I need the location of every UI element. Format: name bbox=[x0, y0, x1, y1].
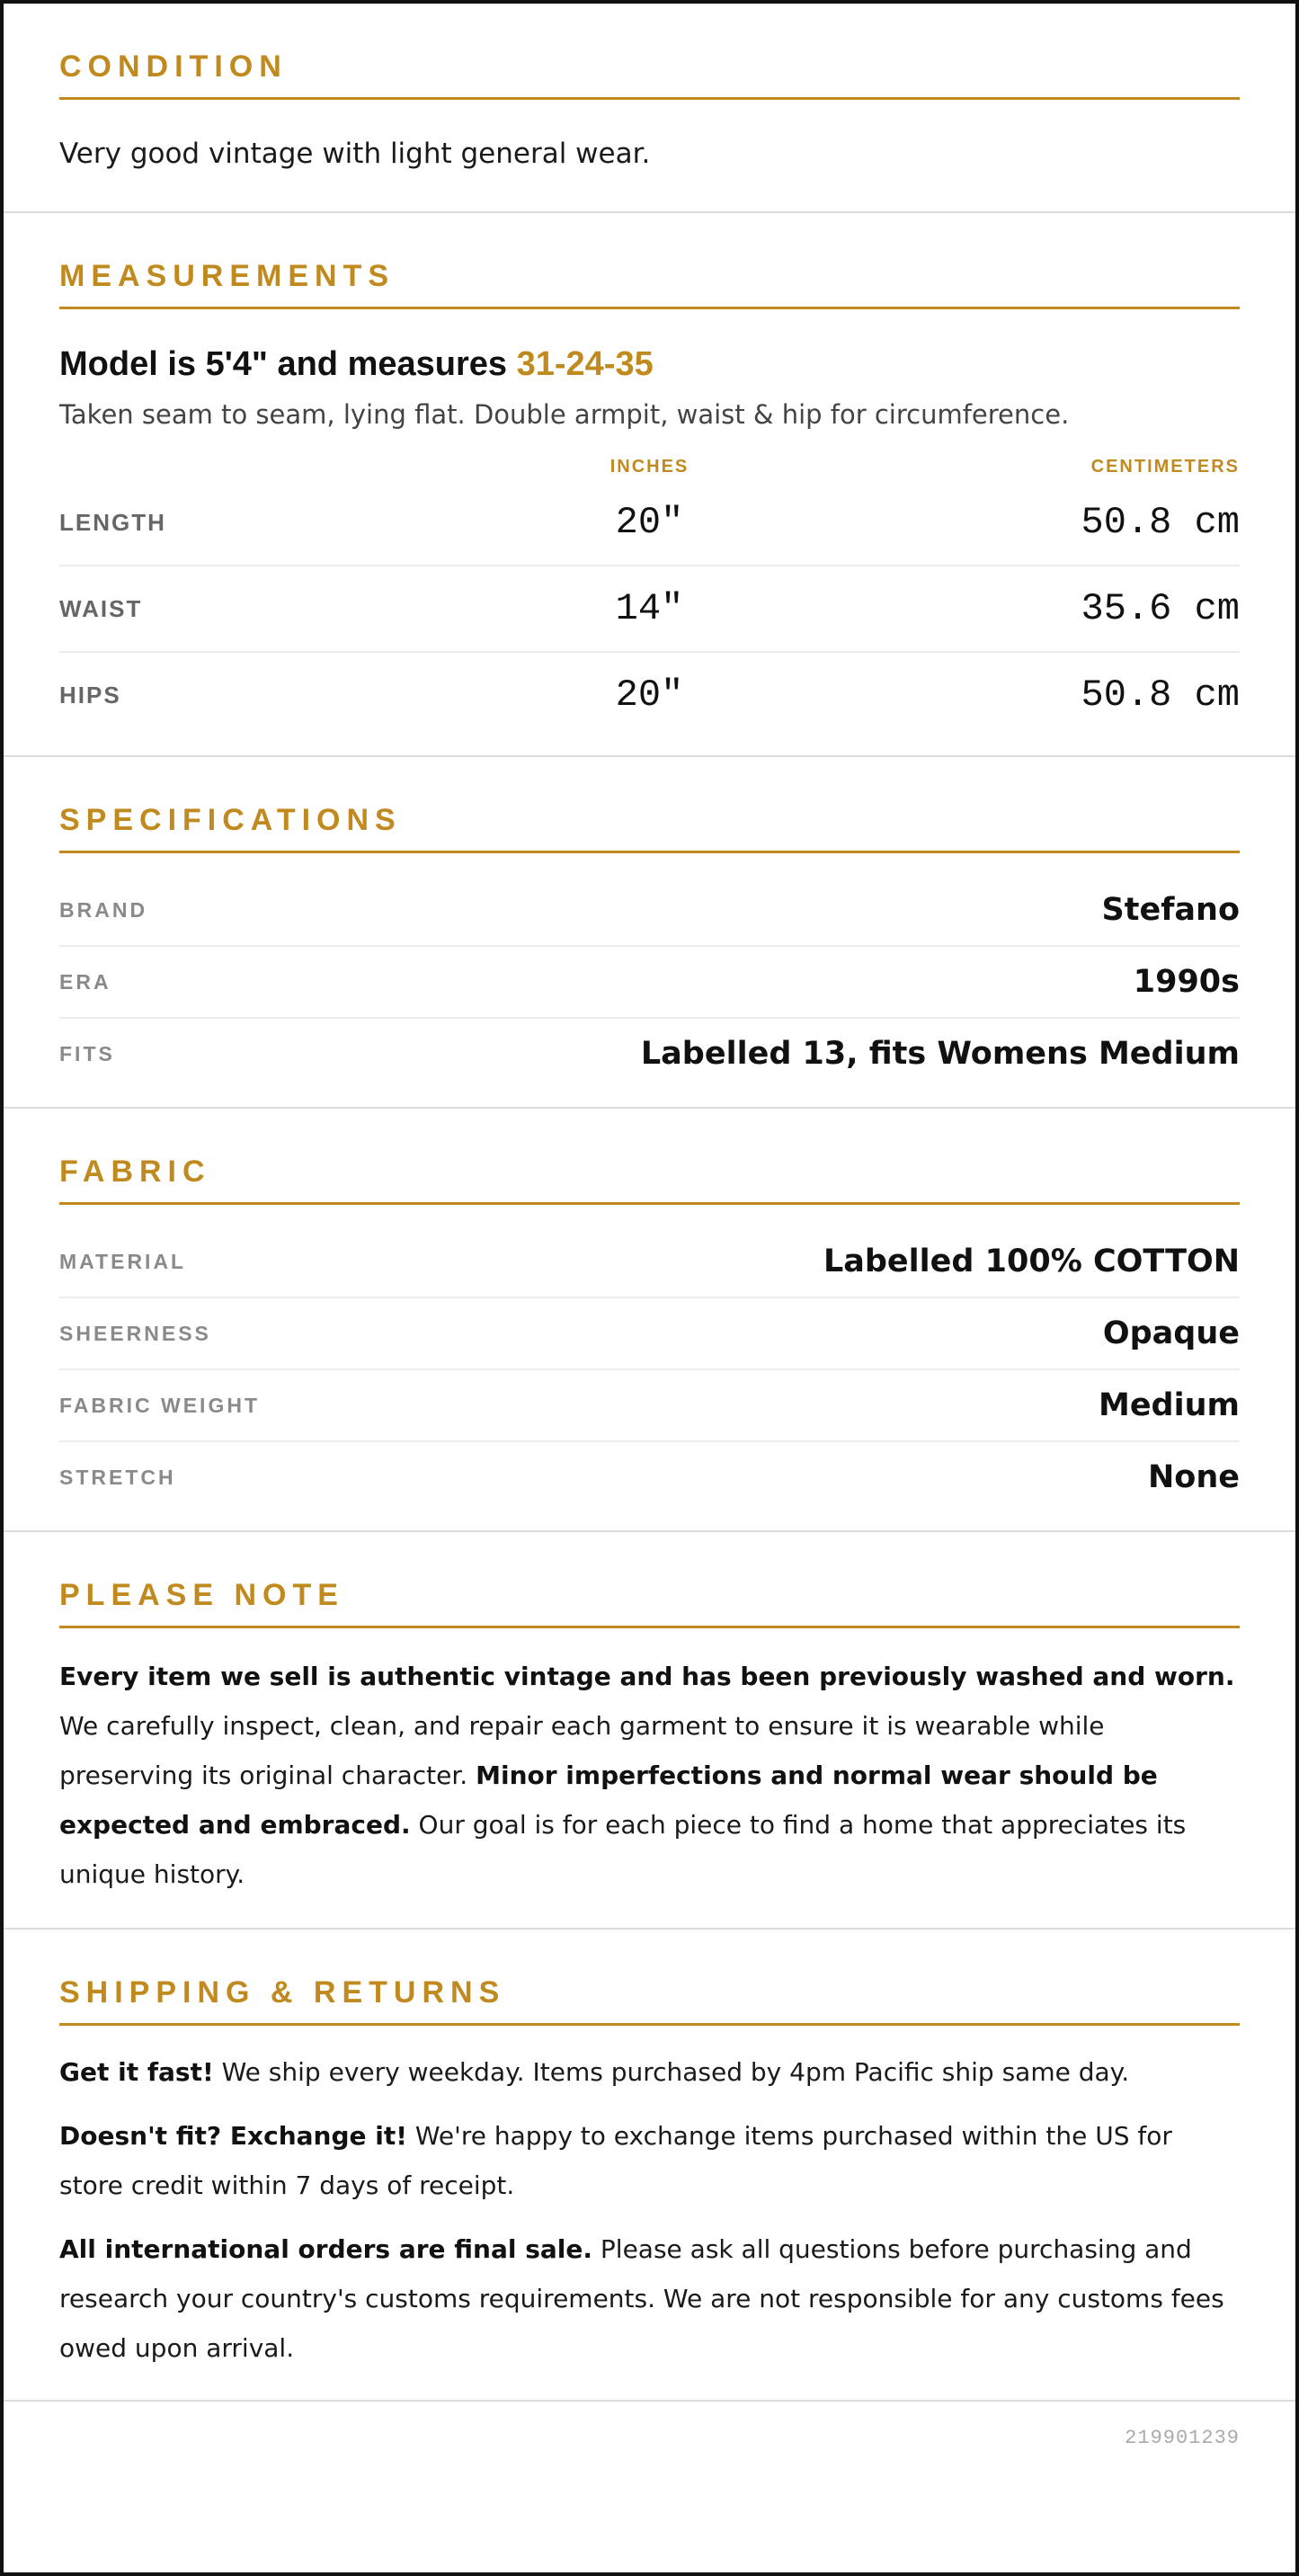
spec-row-brand bbox=[59, 875, 1240, 947]
fabric-row-weight bbox=[59, 1370, 1240, 1442]
spec-value: Stefano bbox=[1101, 892, 1240, 928]
shipping-text-3: Please ask all questions before purchasing and research your country's customs requirements. We are not responsible for any customs fees owed upon arrival. bbox=[59, 2234, 1224, 2363]
measurement-row-waist bbox=[59, 566, 1240, 653]
fabric-row-sheerness bbox=[59, 1298, 1240, 1370]
fabric-value: Labelled 100% COTTON bbox=[823, 1243, 1240, 1279]
fabric-value: Opaque bbox=[1102, 1315, 1240, 1351]
note-text-1: We carefully inspect, clean, and repair each garment to ensure it is wearable while preserving its original character. bbox=[59, 1711, 1105, 1790]
measurements-table bbox=[59, 453, 1240, 755]
spec-row-era bbox=[59, 947, 1240, 1019]
note-bold-2: Minor imperfections and normal wear should be expected and embraced. bbox=[59, 1760, 1158, 1840]
measurement-note: Taken seam to seam, lying flat. Double armpit, waist & hip for circumference. bbox=[59, 399, 1070, 430]
fabric-section bbox=[4, 1109, 1295, 1532]
header-centimeters: CENTIMETERS bbox=[1090, 456, 1240, 477]
specifications-title: SPECIFICATIONS bbox=[59, 802, 1240, 853]
please-note-section bbox=[4, 1532, 1295, 1930]
fabric-list bbox=[59, 1226, 1240, 1530]
shipping-text-1: We ship every weekday. Items purchased by 4pm Pacific ship same day. bbox=[213, 2057, 1130, 2087]
shipping-paragraph-international bbox=[59, 2224, 1240, 2373]
measurement-row-hips bbox=[59, 653, 1240, 737]
measurement-label: HIPS bbox=[59, 681, 121, 709]
measurements-header bbox=[59, 453, 1240, 480]
fabric-row-material bbox=[59, 1226, 1240, 1298]
measurement-inches: 20" bbox=[615, 673, 684, 717]
measurement-cm: 35.6 cm bbox=[1081, 587, 1240, 630]
spec-key: FITS bbox=[59, 1041, 115, 1065]
fabric-key: SHEERNESS bbox=[59, 1321, 211, 1345]
shipping-paragraph-exchange bbox=[59, 2111, 1240, 2210]
spec-key: ERA bbox=[59, 969, 111, 994]
measurement-cm: 50.8 cm bbox=[1081, 673, 1240, 717]
measurement-row-length bbox=[59, 480, 1240, 566]
specifications-list bbox=[59, 875, 1240, 1107]
header-inches: INCHES bbox=[609, 456, 690, 477]
note-bold-1: Every item we sell is authentic vintage and has been previously washed and worn. bbox=[59, 1662, 1235, 1691]
model-prefix: Model is 5'4" and measures bbox=[59, 345, 517, 383]
measurement-label: LENGTH bbox=[59, 508, 166, 536]
shipping-title: SHIPPING & RETURNS bbox=[59, 1974, 1240, 2026]
condition-text: Very good vintage with light general wear. bbox=[59, 138, 651, 170]
spec-value: Labelled 13, fits Womens Medium bbox=[640, 1036, 1240, 1072]
shipping-paragraph-fast bbox=[59, 2047, 1240, 2097]
shipping-bold-2: Doesn't fit? Exchange it! bbox=[59, 2121, 407, 2151]
fabric-value: None bbox=[1148, 1459, 1240, 1495]
fabric-row-stretch bbox=[59, 1442, 1240, 1512]
measurements-title: MEASUREMENTS bbox=[59, 258, 1240, 309]
fabric-title: FABRIC bbox=[59, 1154, 1240, 1205]
specifications-section bbox=[4, 757, 1295, 1109]
measurement-inches: 14" bbox=[615, 587, 684, 630]
shipping-body bbox=[59, 2026, 1240, 2400]
fabric-key: FABRIC WEIGHT bbox=[59, 1393, 260, 1417]
measurement-label: WAIST bbox=[59, 594, 143, 622]
note-text-2: Our goal is for each piece to find a home that appreciates its unique history. bbox=[59, 1810, 1187, 1889]
shipping-bold-3: All international orders are final sale. bbox=[59, 2234, 593, 2264]
spec-row-fits bbox=[59, 1019, 1240, 1089]
please-note-paragraph bbox=[59, 1652, 1240, 1899]
measurement-cm: 50.8 cm bbox=[1081, 501, 1240, 544]
model-measurements bbox=[59, 343, 1240, 385]
shipping-section bbox=[4, 1930, 1295, 2402]
please-note-title: PLEASE NOTE bbox=[59, 1577, 1240, 1628]
sku-number: 219901239 bbox=[1125, 2427, 1240, 2449]
please-note-body bbox=[59, 1628, 1240, 1928]
fabric-key: MATERIAL bbox=[59, 1249, 187, 1273]
fabric-value: Medium bbox=[1098, 1387, 1240, 1423]
spec-key: BRAND bbox=[59, 897, 148, 922]
condition-section bbox=[4, 4, 1295, 213]
model-measure: 31-24-35 bbox=[516, 345, 654, 383]
shipping-bold-1: Get it fast! bbox=[59, 2057, 214, 2087]
condition-title: CONDITION bbox=[59, 49, 1240, 100]
spec-value: 1990s bbox=[1133, 964, 1240, 1000]
shipping-text-2: We're happy to exchange items purchased within the US for store credit within 7 days of receipt. bbox=[59, 2121, 1172, 2200]
measurement-inches: 20" bbox=[615, 501, 684, 544]
fabric-key: STRETCH bbox=[59, 1465, 176, 1489]
measurements-section bbox=[4, 213, 1295, 757]
